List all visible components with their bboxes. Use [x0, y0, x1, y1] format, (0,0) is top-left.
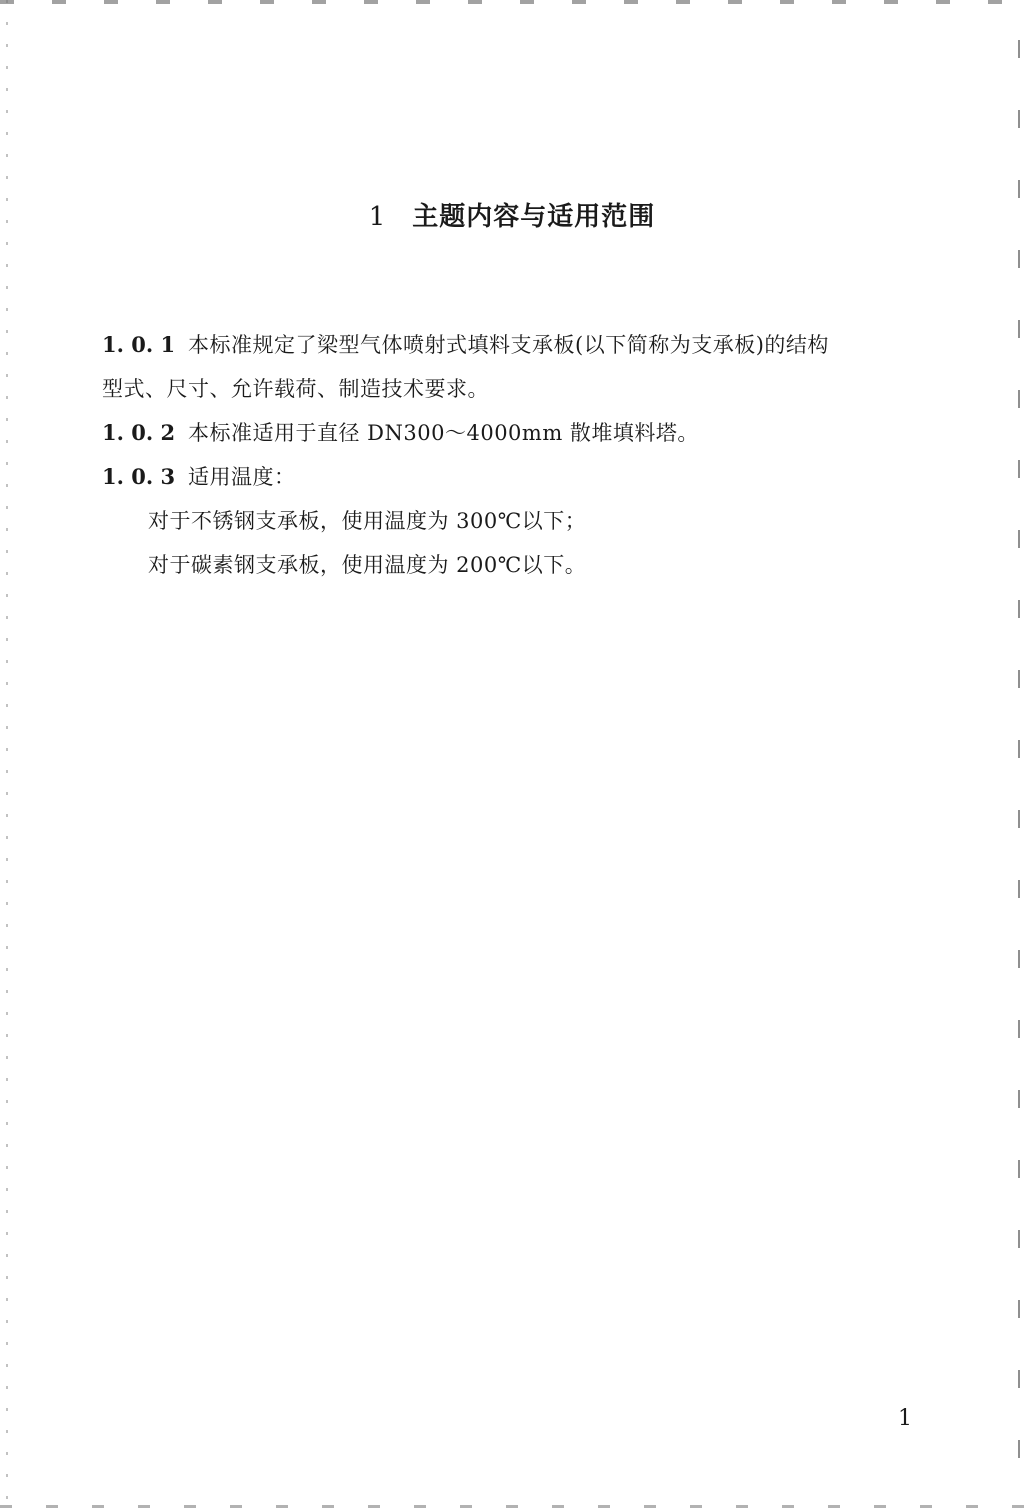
clause-number: 1. 0. 3: [102, 464, 176, 489]
sub-item-carbon: 对于碳素钢支承板，使用温度为 200℃以下。: [148, 553, 587, 577]
chapter-title-text: 主题内容与适用范围: [412, 202, 656, 232]
sub-item-stainless: 对于不锈钢支承板，使用温度为 300℃以下；: [148, 509, 587, 533]
clause-1-0-3: [102, 455, 942, 499]
chapter-title: [0, 196, 1024, 233]
page-number: 1: [898, 1406, 912, 1431]
scan-edge-bottom: [0, 1505, 1024, 1508]
scan-edge-top: [0, 0, 1024, 4]
clause-number: 1. 0. 2: [102, 420, 176, 445]
scan-edge-right: [1018, 40, 1020, 1500]
chapter-number: 1: [368, 202, 387, 232]
clause-text: 本标准适用于直径 DN300～4000mm 散堆填料塔。: [188, 421, 699, 445]
clause-1-0-1: [102, 323, 942, 367]
clause-1-0-2: [102, 411, 942, 455]
clause-1-0-1-continuation: [102, 367, 942, 411]
clause-text: 适用温度：: [188, 465, 296, 489]
clause-text-continuation: 型式、尺寸、允许载荷、制造技术要求。: [102, 377, 489, 401]
clause-number: 1. 0. 1: [102, 332, 176, 357]
clause-text: 本标准规定了梁型气体喷射式填料支承板(以下简称为支承板)的结构: [188, 333, 829, 357]
